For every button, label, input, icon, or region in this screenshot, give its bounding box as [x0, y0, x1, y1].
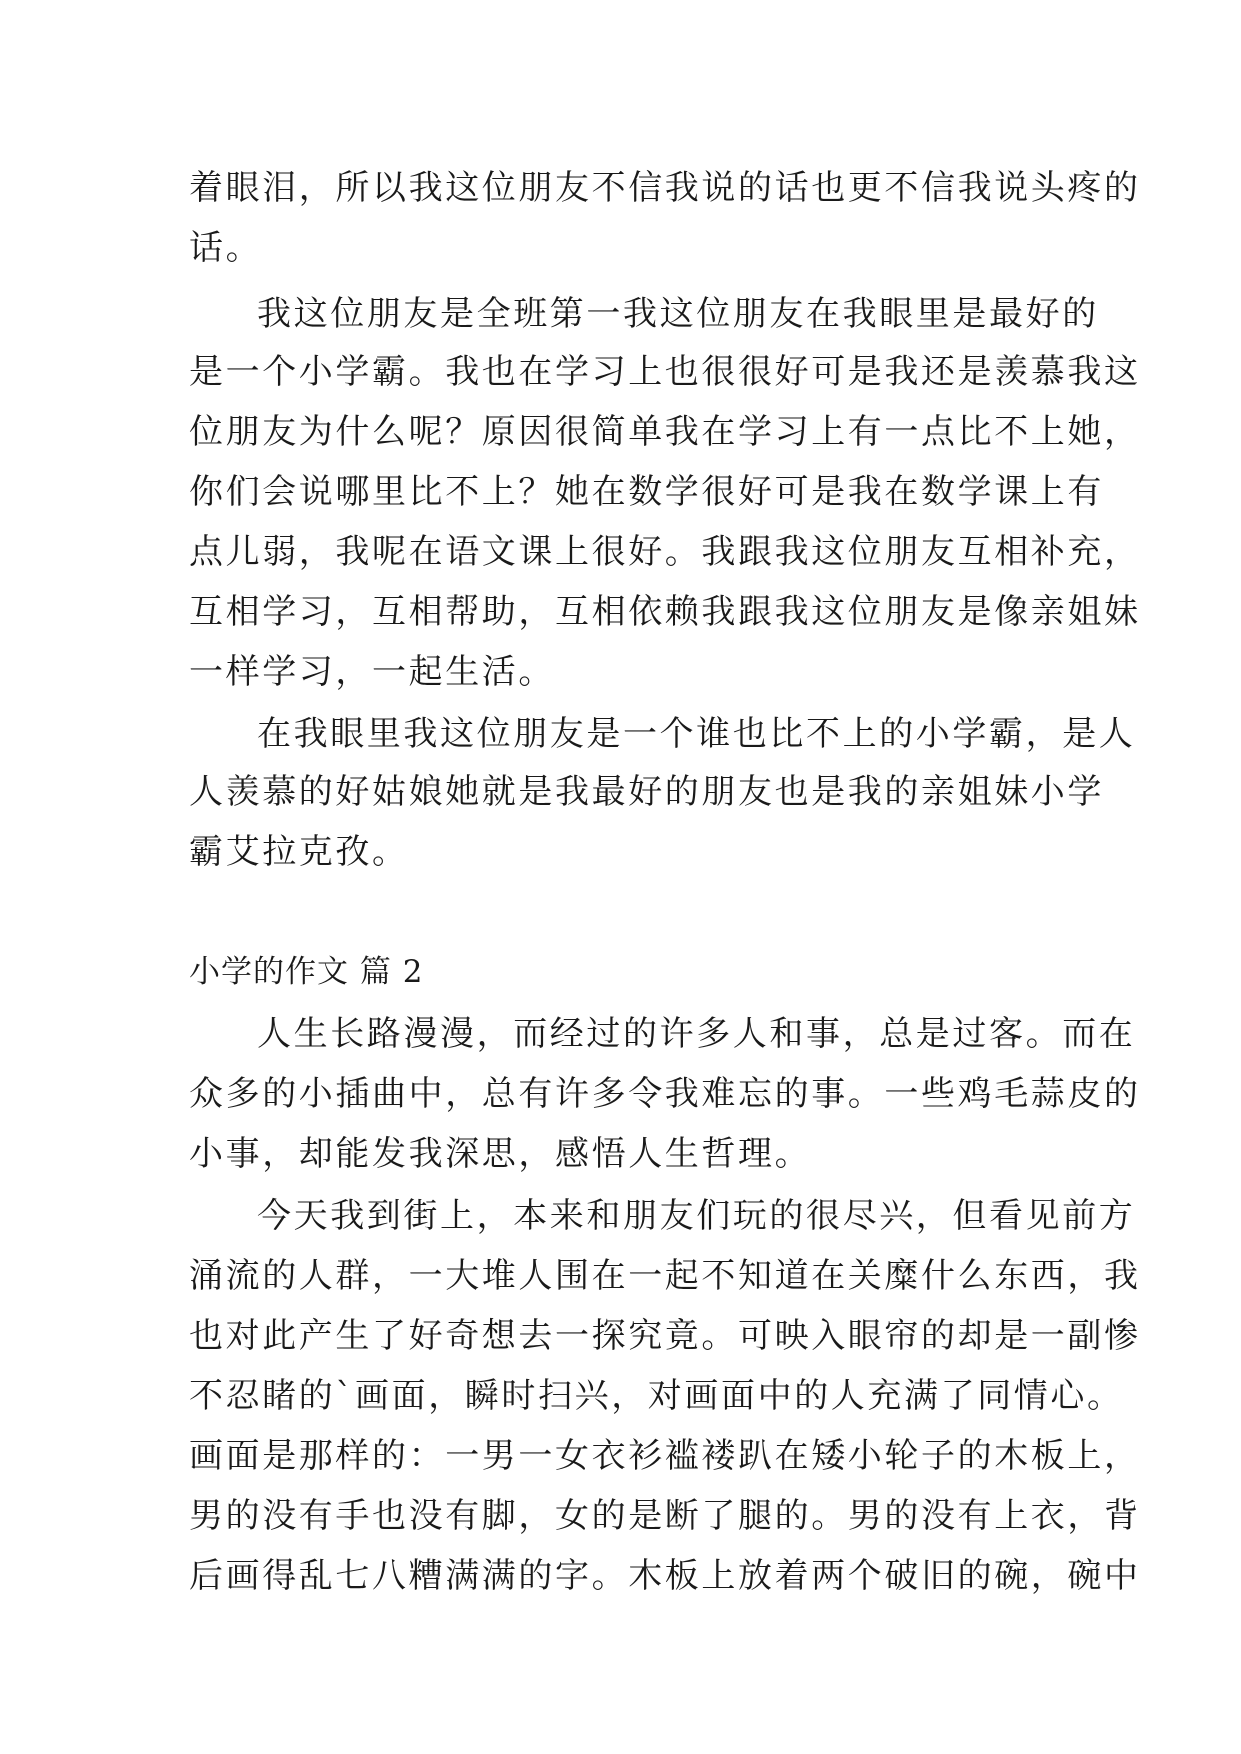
text-line: 男的没有手也没有脚，女的是断了腿的。男的没有上衣，背	[189, 1496, 1141, 1536]
section-heading: 小学的作文 篇 2	[189, 954, 424, 990]
text-line: 人羡慕的好姑娘她就是我最好的朋友也是我的亲姐妹小学	[189, 772, 1104, 812]
text-line: 着眼泪，所以我这位朋友不信我说的话也更不信我说头疼的	[189, 168, 1141, 208]
text-line: 话。	[189, 228, 263, 268]
text-line: 霸艾拉克孜。	[189, 832, 409, 872]
text-line: 小事，却能发我深思，感悟人生哲理。	[189, 1134, 812, 1174]
text-line: 后画得乱七八糟满满的字。木板上放着两个破旧的碗，碗中	[189, 1556, 1141, 1596]
paragraph-start-line: 今天我到街上，本来和朋友们玩的很尽兴，但看见前方	[257, 1196, 1136, 1236]
text-line: 互相学习，互相帮助，互相依赖我跟我这位朋友是像亲姐妹	[189, 592, 1141, 632]
paragraph-start-line: 在我眼里我这位朋友是一个谁也比不上的小学霸，是人	[257, 714, 1136, 754]
paragraph-start-line: 人生长路漫漫，而经过的许多人和事，总是过客。而在	[257, 1014, 1136, 1054]
text-line: 画面是那样的：一男一女衣衫褴褛趴在矮小轮子的木板上，	[189, 1436, 1141, 1476]
text-line: 点儿弱，我呢在语文课上很好。我跟我这位朋友互相补充，	[189, 532, 1141, 572]
text-line: 涌流的人群，一大堆人围在一起不知道在关糜什么东西，我	[189, 1256, 1141, 1296]
text-line: 一样学习，一起生活。	[189, 652, 555, 692]
text-line: 不忍睹的`画面，瞬时扫兴，对画面中的人充满了同情心。	[189, 1376, 1124, 1416]
text-line: 众多的小插曲中，总有许多令我难忘的事。一些鸡毛蒜皮的	[189, 1074, 1141, 1114]
text-line: 是一个小学霸。我也在学习上也很很好可是我还是羡慕我这	[189, 352, 1141, 392]
paragraph-start-line: 我这位朋友是全班第一我这位朋友在我眼里是最好的	[257, 294, 1099, 334]
text-line: 你们会说哪里比不上？她在数学很好可是我在数学课上有	[189, 472, 1104, 512]
text-line: 也对此产生了好奇想去一探究竟。可映入眼帘的却是一副惨	[189, 1316, 1141, 1356]
text-line: 位朋友为什么呢？原因很简单我在学习上有一点比不上她，	[189, 412, 1141, 452]
